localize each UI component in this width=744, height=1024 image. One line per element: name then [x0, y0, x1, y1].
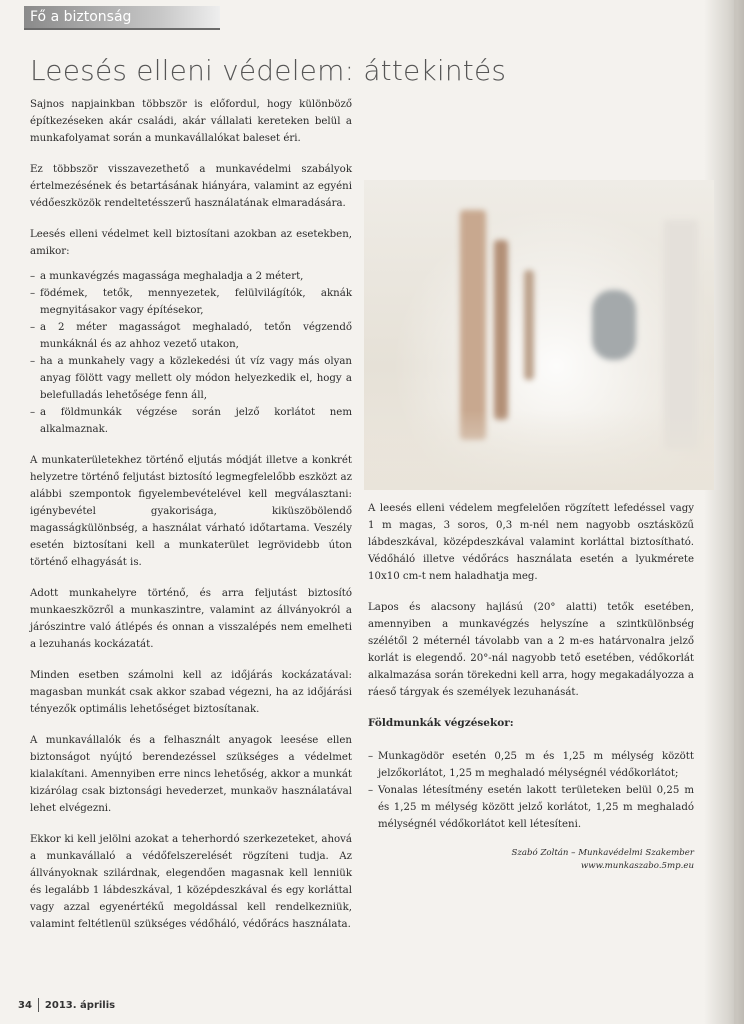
author-signature — [368, 847, 694, 873]
list-item: – Munkagödör esetén 0,25 m és 1,25 m mélység között jelzőkorlátot, 1,25 m meghaladó mélységnél védőkorlátot; — [368, 748, 694, 782]
issue-date: 2013. április — [44, 1000, 116, 1011]
list-item: – ha a munkahely vagy a közlekedési út víz vagy más olyan anyag fölött vagy mellett oly módon helyezkedik el, hogy a belefulladás lehetősége fenn áll, — [30, 353, 352, 404]
earthworks-list — [368, 748, 694, 833]
paragraph: Minden esetben számolni kell az időjárás kockázatával: magasban munkát csak akkor szabad végezni, ha az időjárási tényezők optimális lehetőséget biztosítanak. — [30, 670, 352, 715]
author-name: Szabó Zoltán – Munkavédelmi Szakember — [511, 848, 694, 858]
paragraph: A leesés elleni védelem megfelelően rögzített lefedéssel vagy 1 m magas, 3 soros, 0,3 m-nél nem nagyobb osztásközű lábdeszkával, középdeszkával valamint korláttal biztosítható. Védőháló illetve védőrács használata esetén a lyukmérete 10x10 cm-t nem haladhatja meg. — [368, 503, 694, 582]
photo-blur-shape — [524, 270, 534, 380]
photo-blur-shape — [592, 290, 636, 360]
paragraph: A munkavállalók és a felhasznált anyagok leesése ellen biztonságot nyújtó berendezéssel szükséges a védelmet kialakítani. Amennyiben erre nincs lehetőség, akkor a munkát kizárólag csak biztonsági hevederzet, munkaöv használatával lehet elvégezni. — [30, 735, 352, 814]
subheading: Földmunkák végzésekor: — [368, 717, 514, 729]
paragraph: Lapos és alacsony hajlású (20° alatti) tetők esetében, amennyiben a munkavégzés helyszíne a szintkülönbség szélétől 2 méternél távolabb van a 2 m-es határvonalra jelző korlát is elegendő. 20°-nál nagyobb tető esetében, védőkorlát alkalmazása során törekedni kell arra, hogy megakadályozza a ráeső tárgyak és személyek lezuhanását. — [368, 602, 694, 698]
list-item: – födémek, tetők, mennyezetek, felülvilágítók, aknák megnyitásakor vagy építésekor, — [30, 285, 352, 319]
paragraph: A munkaterületekhez történő eljutás módját illetve a konkrét helyzetre történő feljutást biztosító legmegfelelőbb eszközt az alábbi szempontok figyelembevételével kell megválasztani: igénybevétel gyakorisága, kiküszöbölendő magasságkülönbség, a használat várható időtartama. Veszély esetén biztosítani kell a munkaterület legrövidebb úton történő elhagyását is. — [30, 455, 352, 568]
footer-divider — [38, 998, 39, 1012]
photo-floor — [364, 410, 714, 490]
right-column — [368, 500, 694, 873]
list-item: – a földmunkák végzése során jelző korlátot nem alkalmaznak. — [30, 404, 352, 438]
page-number: 34 — [18, 1000, 32, 1011]
page-edge — [734, 0, 738, 1024]
paragraph: Adott munkahelyre történő, és arra feljutást biztosító munkaeszközről a munkaszintre, valamint az állványokról a járószintre való átlépés és onnan a visszalépés nem emelheti a lezuhanás kockázatát. — [30, 588, 352, 650]
paragraph: Ez többször visszavezethető a munkavédelmi szabályok értelmezésének és betartásának hiányára, valamint az egyéni védőeszközök rendeltetésszerű használatának elmaradására. — [30, 164, 352, 209]
conditions-list — [30, 268, 352, 438]
list-item: – Vonalas létesítmény esetén lakott területeken belül 0,25 m és 1,25 m mélység között jelző korlátot, 1,25 m meghaladó mélységnél védőkorlátot kell létesíteni. — [368, 782, 694, 833]
paragraph: Sajnos napjainkban többször is előfordul, hogy különböző építkezéseken akár családi, akár vállalati kereteken belül a munkafolyamat során a munkavállalókat baleset éri. — [30, 99, 352, 144]
page-gutter-shadow — [704, 0, 744, 1024]
page-title: Leesés elleni védelem: áttekintés — [30, 54, 507, 87]
photo-blur-shape — [494, 240, 508, 420]
left-column — [30, 96, 352, 947]
author-url: www.munkaszabo.5mp.eu — [580, 861, 694, 871]
list-item: – a munkavégzés magassága meghaladja a 2 métert, — [30, 268, 352, 285]
paragraph: Leesés elleni védelmet kell biztosítani azokban az esetekben, amikor: — [30, 229, 352, 257]
list-item: – a 2 méter magasságot meghaladó, tetőn végzendő munkáknál és az ahhoz vezető utakon, — [30, 319, 352, 353]
blurred-photo — [364, 180, 714, 490]
section-tag: Fő a biztonság — [24, 6, 220, 30]
paragraph: Ekkor ki kell jelölni azokat a teherhordó szerkezeteket, ahová a munkavállaló a védőfelszerelését rögzíteni tudja. Az állványoknak szilárdnak, elegendően magasnak kell lenniük és legalább 1 lábdeszkával, 1 középdeszkával és egy korláttal vagy azzal egyenértékű megoldással kell rendelkezniük, valamint feltétlenül szükséges védőháló, védőrács használata. — [30, 834, 352, 930]
page-footer — [18, 998, 115, 1012]
photo-blur-shape — [460, 210, 486, 440]
